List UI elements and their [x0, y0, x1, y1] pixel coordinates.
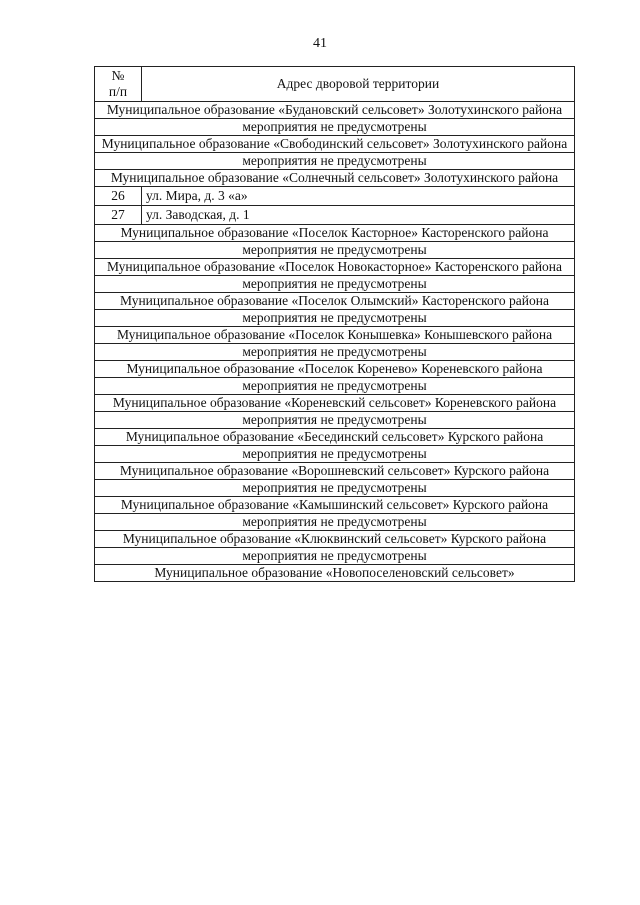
section-heading-row	[95, 565, 575, 582]
section-heading: Муниципальное образование «Ворошневский сельсовет» Курского района	[95, 463, 575, 480]
note-row	[95, 153, 575, 170]
section-heading: Муниципальное образование «Бесединский сельсовет» Курского района	[95, 429, 575, 446]
note-text: мероприятия не предусмотрены	[95, 310, 575, 327]
section-heading-row	[95, 429, 575, 446]
note-text: мероприятия не предусмотрены	[95, 119, 575, 136]
note-row	[95, 242, 575, 259]
section-heading-row	[95, 225, 575, 242]
column-header-address: Адрес дворовой территории	[142, 67, 575, 102]
note-text: мероприятия не предусмотрены	[95, 242, 575, 259]
section-heading-row	[95, 497, 575, 514]
note-row	[95, 412, 575, 429]
section-heading-row	[95, 170, 575, 187]
section-heading: Муниципальное образование «Поселок Коренево» Кореневского района	[95, 361, 575, 378]
section-heading-row	[95, 259, 575, 276]
page-number: 41	[313, 36, 327, 51]
note-text: мероприятия не предусмотрены	[95, 276, 575, 293]
section-heading: Муниципальное образование «Поселок Конышевка» Конышевского района	[95, 327, 575, 344]
section-heading-row	[95, 136, 575, 153]
section-heading: Муниципальное образование «Будановский сельсовет» Золотухинского района	[95, 102, 575, 119]
note-text: мероприятия не предусмотрены	[95, 514, 575, 531]
note-text: мероприятия не предусмотрены	[95, 344, 575, 361]
note-row	[95, 378, 575, 395]
column-header-number: № п/п	[95, 67, 142, 102]
note-row	[95, 310, 575, 327]
note-text: мероприятия не предусмотрены	[95, 446, 575, 463]
address-table	[94, 66, 575, 582]
section-heading-row	[95, 293, 575, 310]
section-heading: Муниципальное образование «Поселок Олымский» Касторенского района	[95, 293, 575, 310]
section-heading-row	[95, 395, 575, 412]
section-heading: Муниципальное образование «Новопоселеновский сельсовет»	[95, 565, 575, 582]
section-heading-row	[95, 531, 575, 548]
section-heading: Муниципальное образование «Кореневский сельсовет» Кореневского района	[95, 395, 575, 412]
section-heading: Муниципальное образование «Свободинский сельсовет» Золотухинского района	[95, 136, 575, 153]
section-heading-row	[95, 327, 575, 344]
row-number: 27	[95, 206, 142, 225]
address-row	[95, 206, 575, 225]
section-heading-row	[95, 361, 575, 378]
address-row	[95, 187, 575, 206]
row-address: ул. Мира, д. 3 «а»	[142, 187, 575, 206]
row-address: ул. Заводская, д. 1	[142, 206, 575, 225]
note-row	[95, 119, 575, 136]
section-heading: Муниципальное образование «Солнечный сельсовет» Золотухинского района	[95, 170, 575, 187]
table-header-row	[95, 67, 575, 102]
note-text: мероприятия не предусмотрены	[95, 378, 575, 395]
note-row	[95, 446, 575, 463]
note-row	[95, 344, 575, 361]
note-text: мероприятия не предусмотрены	[95, 412, 575, 429]
section-heading: Муниципальное образование «Поселок Касторное» Касторенского района	[95, 225, 575, 242]
section-heading: Муниципальное образование «Клюквинский сельсовет» Курского района	[95, 531, 575, 548]
section-heading: Муниципальное образование «Камышинский сельсовет» Курского района	[95, 497, 575, 514]
table-body	[95, 102, 575, 582]
note-text: мероприятия не предусмотрены	[95, 548, 575, 565]
note-row	[95, 514, 575, 531]
note-row	[95, 276, 575, 293]
note-row	[95, 548, 575, 565]
note-text: мероприятия не предусмотрены	[95, 480, 575, 497]
section-heading-row	[95, 102, 575, 119]
section-heading: Муниципальное образование «Поселок Новокасторное» Касторенского района	[95, 259, 575, 276]
note-text: мероприятия не предусмотрены	[95, 153, 575, 170]
row-number: 26	[95, 187, 142, 206]
section-heading-row	[95, 463, 575, 480]
note-row	[95, 480, 575, 497]
